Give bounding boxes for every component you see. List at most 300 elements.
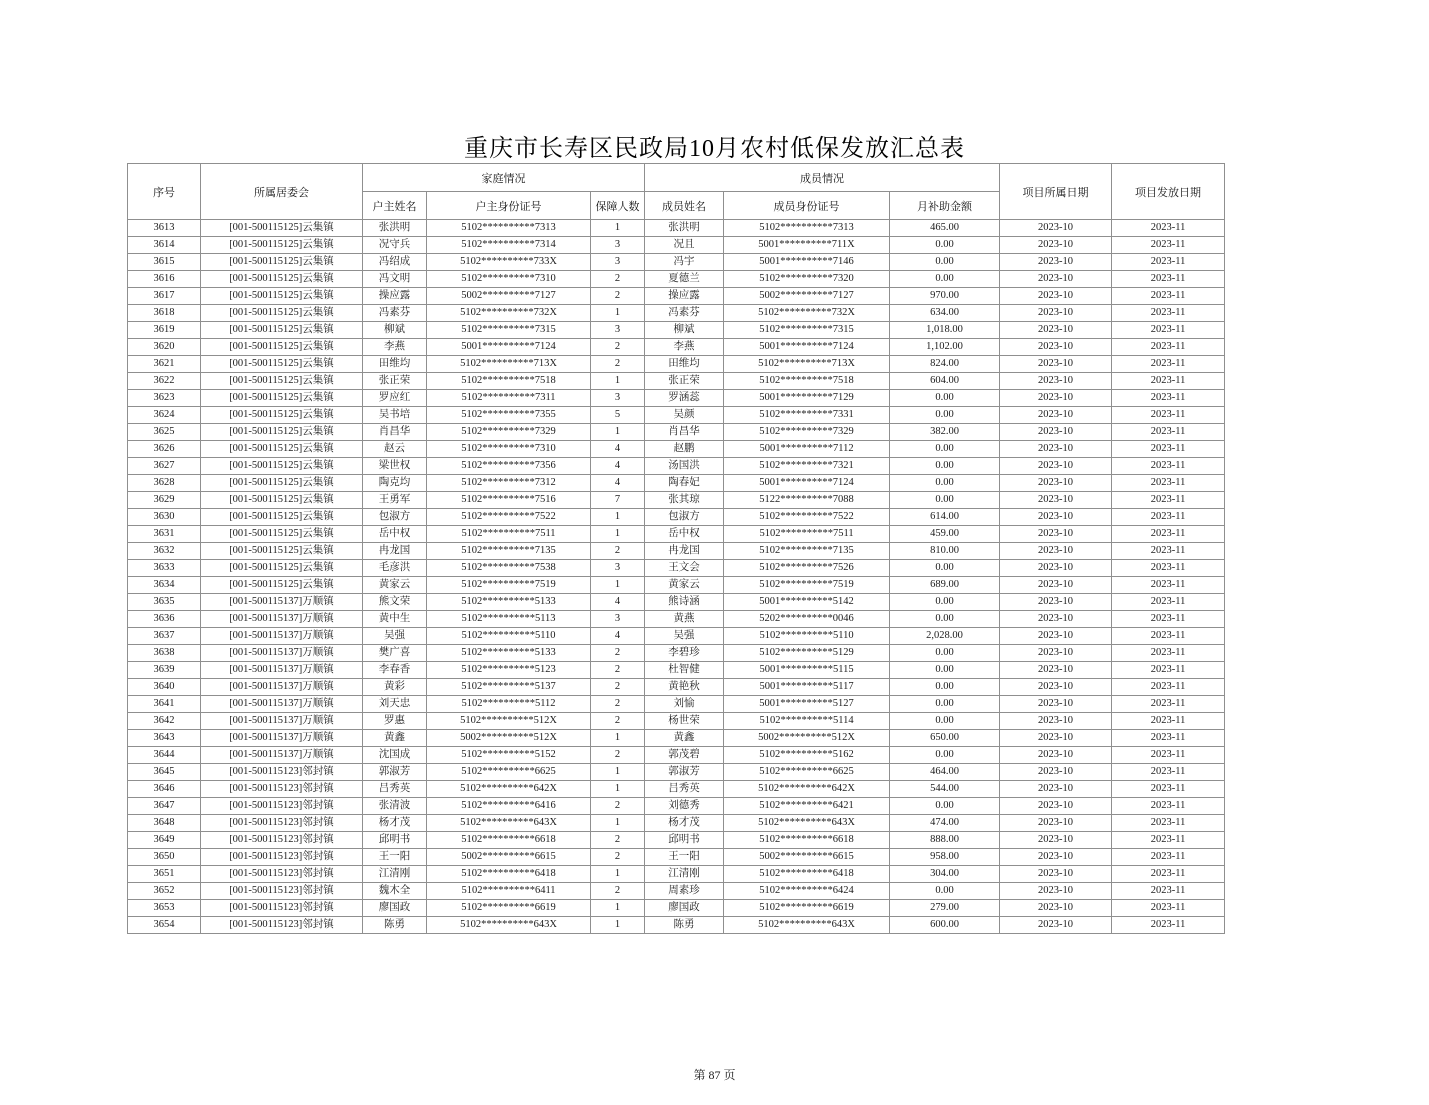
table-row [128,220,1225,237]
member-id-cell: 5102**********6424 [724,883,890,900]
serial-cell: 3631 [128,526,201,543]
project-month-cell: 2023-10 [1000,543,1112,560]
committee-cell: [001-500115137]万顺镇 [201,696,363,713]
monthly-subsidy-cell: 604.00 [890,373,1000,390]
serial-cell: 3641 [128,696,201,713]
monthly-subsidy-cell: 0.00 [890,458,1000,475]
issue-month-cell: 2023-11 [1112,390,1225,407]
head-id-cell: 5102**********7311 [427,390,591,407]
member-id-cell: 5102**********642X [724,781,890,798]
head-name-cell: 吴强 [363,628,427,645]
serial-cell: 3645 [128,764,201,781]
serial-cell: 3653 [128,900,201,917]
member-name-cell: 黄艳秋 [645,679,724,696]
insured-count-cell: 2 [591,679,645,696]
monthly-subsidy-cell: 0.00 [890,407,1000,424]
serial-cell: 3652 [128,883,201,900]
member-name-cell: 刘愉 [645,696,724,713]
serial-cell: 3643 [128,730,201,747]
project-month-cell: 2023-10 [1000,628,1112,645]
head-id-cell: 5102**********6418 [427,866,591,883]
monthly-subsidy-cell: 0.00 [890,475,1000,492]
insured-count-cell: 1 [591,220,645,237]
committee-cell: [001-500115123]邻封镇 [201,849,363,866]
head-name-cell: 张清波 [363,798,427,815]
member-name-cell: 冉龙国 [645,543,724,560]
member-name-cell: 熊诗涵 [645,594,724,611]
member-id-cell: 5102**********7315 [724,322,890,339]
issue-month-cell: 2023-11 [1112,798,1225,815]
issue-month-cell: 2023-11 [1112,900,1225,917]
head-id-cell: 5102**********732X [427,305,591,322]
member-name-cell: 江清刚 [645,866,724,883]
serial-cell: 3629 [128,492,201,509]
issue-month-cell: 2023-11 [1112,509,1225,526]
head-id-cell: 5102**********5113 [427,611,591,628]
member-name-cell: 王文会 [645,560,724,577]
serial-cell: 3628 [128,475,201,492]
head-name-cell: 况守兵 [363,237,427,254]
member-id-cell: 5102**********5114 [724,713,890,730]
head-id-cell: 5102**********7355 [427,407,591,424]
table-row [128,271,1225,288]
issue-month-cell: 2023-11 [1112,713,1225,730]
member-id-cell: 5102**********7526 [724,560,890,577]
member-id-cell: 5102**********7320 [724,271,890,288]
committee-cell: [001-500115125]云集镇 [201,373,363,390]
monthly-subsidy-cell: 0.00 [890,594,1000,611]
project-month-cell: 2023-10 [1000,424,1112,441]
project-month-cell: 2023-10 [1000,475,1112,492]
committee-cell: [001-500115137]万顺镇 [201,645,363,662]
insured-count-cell: 1 [591,815,645,832]
insured-count-cell: 4 [591,441,645,458]
monthly-subsidy-cell: 0.00 [890,441,1000,458]
head-id-cell: 5102**********6625 [427,764,591,781]
issue-month-cell: 2023-11 [1112,271,1225,288]
issue-month-cell: 2023-11 [1112,220,1225,237]
serial-cell: 3619 [128,322,201,339]
project-month-cell: 2023-10 [1000,900,1112,917]
table-row [128,339,1225,356]
monthly-subsidy-cell: 1,018.00 [890,322,1000,339]
project-month-cell: 2023-10 [1000,696,1112,713]
member-name-cell: 邱明书 [645,832,724,849]
member-name-cell: 杨世荣 [645,713,724,730]
monthly-subsidy-cell: 0.00 [890,679,1000,696]
issue-month-cell: 2023-11 [1112,373,1225,390]
serial-cell: 3654 [128,917,201,934]
insured-count-cell: 2 [591,662,645,679]
head-name-cell: 冉龙国 [363,543,427,560]
member-id-cell: 5102**********7135 [724,543,890,560]
table-row [128,322,1225,339]
issue-month-cell: 2023-11 [1112,543,1225,560]
member-id-cell: 5102**********732X [724,305,890,322]
member-name-cell: 刘德秀 [645,798,724,815]
member-name-cell: 肖昌华 [645,424,724,441]
table-row [128,373,1225,390]
table-row [128,594,1225,611]
member-name-cell: 张其琼 [645,492,724,509]
member-name-cell: 李燕 [645,339,724,356]
monthly-subsidy-cell: 0.00 [890,492,1000,509]
committee-cell: [001-500115125]云集镇 [201,458,363,475]
issue-month-cell: 2023-11 [1112,237,1225,254]
monthly-subsidy-cell: 474.00 [890,815,1000,832]
member-name-cell: 郭茂碧 [645,747,724,764]
issue-month-cell: 2023-11 [1112,322,1225,339]
insured-count-cell: 2 [591,832,645,849]
monthly-subsidy-cell: 464.00 [890,764,1000,781]
head-id-cell: 5102**********6618 [427,832,591,849]
member-name-cell: 杨才茂 [645,815,724,832]
table-row [128,458,1225,475]
head-name-cell: 李春香 [363,662,427,679]
monthly-subsidy-cell: 0.00 [890,713,1000,730]
head-id-cell: 5001**********7124 [427,339,591,356]
monthly-subsidy-cell: 0.00 [890,645,1000,662]
table-row [128,900,1225,917]
committee-cell: [001-500115125]云集镇 [201,220,363,237]
serial-cell: 3624 [128,407,201,424]
project-month-cell: 2023-10 [1000,322,1112,339]
serial-cell: 3644 [128,747,201,764]
table-row [128,560,1225,577]
member-name-cell: 包淑方 [645,509,724,526]
member-id-cell: 5102**********7519 [724,577,890,594]
committee-cell: [001-500115125]云集镇 [201,339,363,356]
project-month-cell: 2023-10 [1000,271,1112,288]
serial-cell: 3632 [128,543,201,560]
head-id-cell: 5102**********643X [427,815,591,832]
insured-count-cell: 1 [591,781,645,798]
insured-count-cell: 3 [591,322,645,339]
monthly-subsidy-cell: 0.00 [890,611,1000,628]
issue-month-cell: 2023-11 [1112,866,1225,883]
table-row [128,611,1225,628]
insured-count-cell: 5 [591,407,645,424]
table-row [128,526,1225,543]
header-head-id: 户主身份证号 [427,192,591,220]
project-month-cell: 2023-10 [1000,815,1112,832]
monthly-subsidy-cell: 970.00 [890,288,1000,305]
project-month-cell: 2023-10 [1000,679,1112,696]
head-id-cell: 5002**********7127 [427,288,591,305]
head-id-cell: 5102**********5112 [427,696,591,713]
table-row [128,662,1225,679]
committee-cell: [001-500115125]云集镇 [201,271,363,288]
insured-count-cell: 7 [591,492,645,509]
monthly-subsidy-cell: 1,102.00 [890,339,1000,356]
head-id-cell: 5102**********7314 [427,237,591,254]
member-id-cell: 5001**********5127 [724,696,890,713]
insured-count-cell: 4 [591,594,645,611]
serial-cell: 3617 [128,288,201,305]
issue-month-cell: 2023-11 [1112,917,1225,934]
project-month-cell: 2023-10 [1000,305,1112,322]
member-id-cell: 5002**********7127 [724,288,890,305]
table-row [128,883,1225,900]
insured-count-cell: 3 [591,560,645,577]
table-row [128,815,1225,832]
insured-count-cell: 2 [591,339,645,356]
issue-month-cell: 2023-11 [1112,441,1225,458]
head-name-cell: 肖昌华 [363,424,427,441]
serial-cell: 3615 [128,254,201,271]
table-row [128,628,1225,645]
monthly-subsidy-cell: 0.00 [890,662,1000,679]
issue-month-cell: 2023-11 [1112,628,1225,645]
header-member-id: 成员身份证号 [724,192,890,220]
member-name-cell: 夏德兰 [645,271,724,288]
insured-count-cell: 1 [591,305,645,322]
head-name-cell: 赵云 [363,441,427,458]
serial-cell: 3622 [128,373,201,390]
monthly-subsidy-cell: 279.00 [890,900,1000,917]
head-id-cell: 5102**********5133 [427,594,591,611]
insured-count-cell: 2 [591,747,645,764]
head-id-cell: 5102**********512X [427,713,591,730]
member-id-cell: 5001**********5115 [724,662,890,679]
table-row [128,849,1225,866]
member-name-cell: 吴强 [645,628,724,645]
serial-cell: 3627 [128,458,201,475]
project-month-cell: 2023-10 [1000,441,1112,458]
head-name-cell: 田维均 [363,356,427,373]
head-id-cell: 5102**********6416 [427,798,591,815]
head-name-cell: 张洪明 [363,220,427,237]
monthly-subsidy-cell: 634.00 [890,305,1000,322]
head-id-cell: 5102**********7519 [427,577,591,594]
member-id-cell: 5001**********5142 [724,594,890,611]
head-id-cell: 5102**********7312 [427,475,591,492]
member-name-cell: 冯素芬 [645,305,724,322]
serial-cell: 3634 [128,577,201,594]
insured-count-cell: 3 [591,390,645,407]
issue-month-cell: 2023-11 [1112,594,1225,611]
issue-month-cell: 2023-11 [1112,424,1225,441]
serial-cell: 3614 [128,237,201,254]
serial-cell: 3636 [128,611,201,628]
table-row [128,424,1225,441]
table-body [128,220,1225,934]
committee-cell: [001-500115123]邻封镇 [201,883,363,900]
serial-cell: 3623 [128,390,201,407]
issue-month-cell: 2023-11 [1112,815,1225,832]
monthly-subsidy-cell: 600.00 [890,917,1000,934]
head-name-cell: 冯绍成 [363,254,427,271]
serial-cell: 3647 [128,798,201,815]
member-id-cell: 5102**********7522 [724,509,890,526]
member-name-cell: 陶春妃 [645,475,724,492]
head-name-cell: 包淑方 [363,509,427,526]
project-month-cell: 2023-10 [1000,339,1112,356]
project-month-cell: 2023-10 [1000,747,1112,764]
serial-cell: 3638 [128,645,201,662]
serial-cell: 3637 [128,628,201,645]
monthly-subsidy-cell: 888.00 [890,832,1000,849]
committee-cell: [001-500115125]云集镇 [201,237,363,254]
member-id-cell: 5001**********7129 [724,390,890,407]
serial-cell: 3620 [128,339,201,356]
member-id-cell: 5122**********7088 [724,492,890,509]
serial-cell: 3646 [128,781,201,798]
head-name-cell: 冯文明 [363,271,427,288]
committee-cell: [001-500115123]邻封镇 [201,764,363,781]
header-committee: 所属居委会 [201,164,363,220]
head-id-cell: 5102**********5152 [427,747,591,764]
head-name-cell: 岳中权 [363,526,427,543]
issue-month-cell: 2023-11 [1112,611,1225,628]
table-row [128,798,1225,815]
member-name-cell: 冯宇 [645,254,724,271]
member-id-cell: 5102**********7329 [724,424,890,441]
member-id-cell: 5202**********0046 [724,611,890,628]
project-month-cell: 2023-10 [1000,509,1112,526]
head-name-cell: 罗应红 [363,390,427,407]
table-row [128,543,1225,560]
member-name-cell: 罗涵蕊 [645,390,724,407]
issue-month-cell: 2023-11 [1112,458,1225,475]
head-id-cell: 5102**********5110 [427,628,591,645]
insured-count-cell: 1 [591,866,645,883]
table-row [128,288,1225,305]
insured-count-cell: 1 [591,526,645,543]
serial-cell: 3648 [128,815,201,832]
committee-cell: [001-500115137]万顺镇 [201,713,363,730]
member-id-cell: 5102**********7321 [724,458,890,475]
insured-count-cell: 2 [591,356,645,373]
committee-cell: [001-500115125]云集镇 [201,441,363,458]
project-month-cell: 2023-10 [1000,849,1112,866]
project-month-cell: 2023-10 [1000,713,1112,730]
project-month-cell: 2023-10 [1000,917,1112,934]
project-month-cell: 2023-10 [1000,577,1112,594]
insured-count-cell: 3 [591,254,645,271]
head-name-cell: 毛彦洪 [363,560,427,577]
issue-month-cell: 2023-11 [1112,730,1225,747]
committee-cell: [001-500115137]万顺镇 [201,594,363,611]
committee-cell: [001-500115137]万顺镇 [201,611,363,628]
committee-cell: [001-500115125]云集镇 [201,288,363,305]
head-name-cell: 江清刚 [363,866,427,883]
monthly-subsidy-cell: 465.00 [890,220,1000,237]
project-month-cell: 2023-10 [1000,492,1112,509]
head-name-cell: 吕秀英 [363,781,427,798]
insured-count-cell: 1 [591,764,645,781]
project-month-cell: 2023-10 [1000,764,1112,781]
member-name-cell: 况且 [645,237,724,254]
member-id-cell: 5102**********6418 [724,866,890,883]
header-serial: 序号 [128,164,201,220]
head-id-cell: 5102**********7310 [427,271,591,288]
header-family-group: 家庭情况 [363,164,645,192]
member-id-cell: 5102**********7511 [724,526,890,543]
project-month-cell: 2023-10 [1000,883,1112,900]
head-id-cell: 5102**********643X [427,917,591,934]
monthly-subsidy-cell: 382.00 [890,424,1000,441]
monthly-subsidy-cell: 304.00 [890,866,1000,883]
project-month-cell: 2023-10 [1000,866,1112,883]
committee-cell: [001-500115137]万顺镇 [201,679,363,696]
member-id-cell: 5102**********7518 [724,373,890,390]
committee-cell: [001-500115125]云集镇 [201,390,363,407]
member-id-cell: 5102**********6618 [724,832,890,849]
member-name-cell: 田维均 [645,356,724,373]
monthly-subsidy-cell: 614.00 [890,509,1000,526]
committee-cell: [001-500115137]万顺镇 [201,730,363,747]
head-id-cell: 5102**********7356 [427,458,591,475]
issue-month-cell: 2023-11 [1112,356,1225,373]
insured-count-cell: 2 [591,849,645,866]
monthly-subsidy-cell: 0.00 [890,798,1000,815]
project-month-cell: 2023-10 [1000,373,1112,390]
issue-month-cell: 2023-11 [1112,305,1225,322]
committee-cell: [001-500115137]万顺镇 [201,628,363,645]
serial-cell: 3630 [128,509,201,526]
header-monthly-subsidy: 月补助金额 [890,192,1000,220]
member-id-cell: 5102**********5129 [724,645,890,662]
table-row [128,696,1225,713]
table-row [128,730,1225,747]
project-month-cell: 2023-10 [1000,645,1112,662]
head-id-cell: 5102**********7329 [427,424,591,441]
insured-count-cell: 1 [591,900,645,917]
project-month-cell: 2023-10 [1000,288,1112,305]
table-row [128,475,1225,492]
head-name-cell: 王勇军 [363,492,427,509]
head-id-cell: 5102**********7522 [427,509,591,526]
project-month-cell: 2023-10 [1000,458,1112,475]
table-row [128,713,1225,730]
insured-count-cell: 1 [591,577,645,594]
serial-cell: 3651 [128,866,201,883]
member-id-cell: 5102**********6619 [724,900,890,917]
insured-count-cell: 2 [591,271,645,288]
member-id-cell: 5001**********711X [724,237,890,254]
insured-count-cell: 1 [591,917,645,934]
committee-cell: [001-500115125]云集镇 [201,492,363,509]
committee-cell: [001-500115125]云集镇 [201,526,363,543]
head-id-cell: 5102**********7315 [427,322,591,339]
serial-cell: 3633 [128,560,201,577]
table-row [128,441,1225,458]
member-name-cell: 杜智健 [645,662,724,679]
insured-count-cell: 4 [591,475,645,492]
committee-cell: [001-500115123]邻封镇 [201,815,363,832]
member-name-cell: 操应露 [645,288,724,305]
monthly-subsidy-cell: 650.00 [890,730,1000,747]
project-month-cell: 2023-10 [1000,781,1112,798]
table-row [128,492,1225,509]
member-name-cell: 柳斌 [645,322,724,339]
head-name-cell: 廖国政 [363,900,427,917]
member-id-cell: 5102**********5162 [724,747,890,764]
head-name-cell: 魏木全 [363,883,427,900]
serial-cell: 3635 [128,594,201,611]
serial-cell: 3618 [128,305,201,322]
page-number: 第 87 页 [693,1068,736,1082]
head-name-cell: 熊文荣 [363,594,427,611]
project-month-cell: 2023-10 [1000,407,1112,424]
head-name-cell: 黄中生 [363,611,427,628]
insured-count-cell: 2 [591,713,645,730]
project-month-cell: 2023-10 [1000,730,1112,747]
table-row [128,305,1225,322]
member-id-cell: 5001**********7124 [724,339,890,356]
table-row [128,866,1225,883]
